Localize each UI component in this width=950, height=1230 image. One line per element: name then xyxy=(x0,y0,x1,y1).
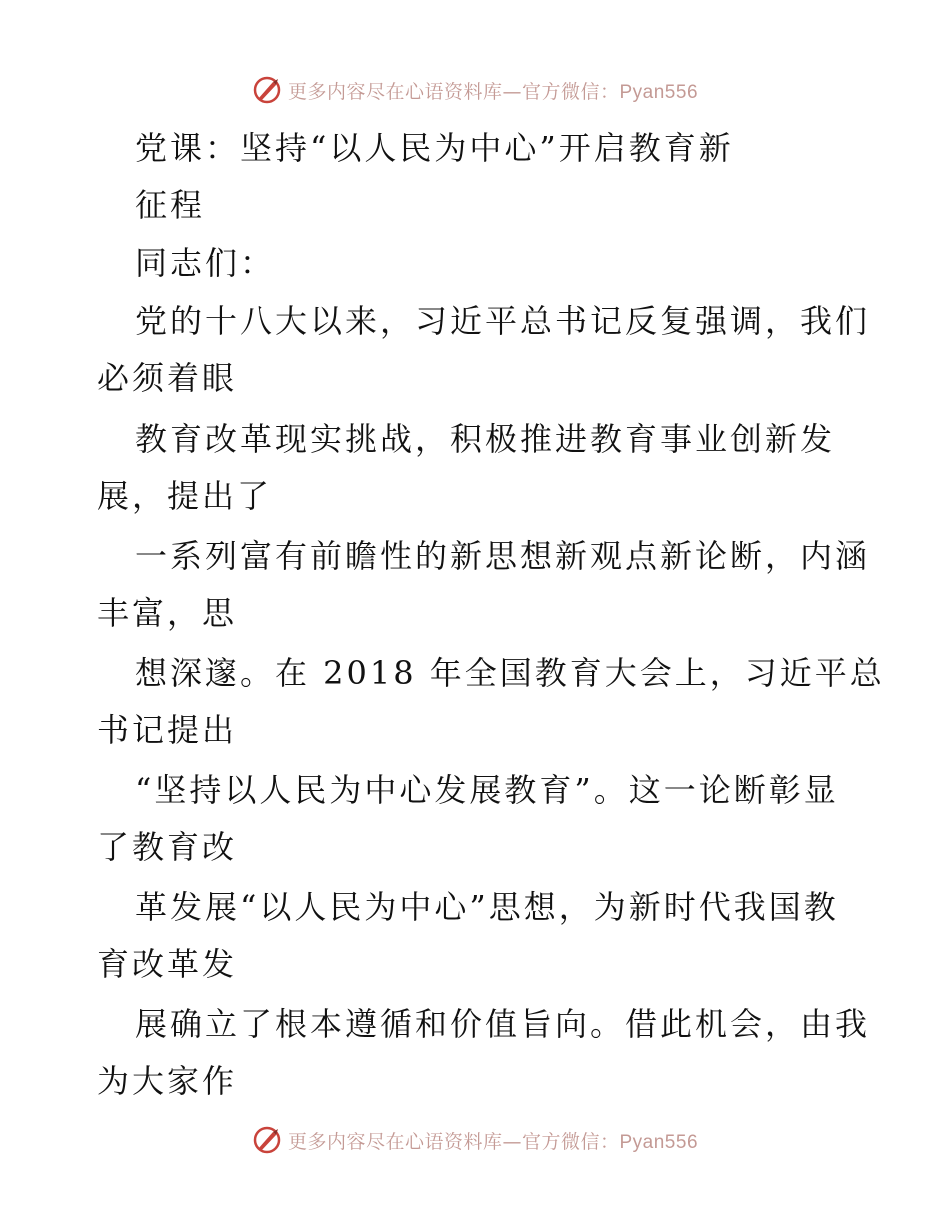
text-line: 展，提出了 xyxy=(97,477,273,515)
text-line: 党的十八大以来，习近平总书记反复强调，我们 xyxy=(135,302,871,340)
text-line: 革发展“以人民为中心”思想，为新时代我国教 xyxy=(135,888,839,926)
text-line: 为大家作 xyxy=(97,1062,238,1100)
document-title-line-2: 征程 xyxy=(135,186,206,224)
watermark-text: 更多内容尽在心语资料库—官方微信：Pyan556 xyxy=(287,80,699,103)
text-line: 丰富，思 xyxy=(97,594,238,632)
text-line: 一系列富有前瞻性的新思想新观点新论断，内涵 xyxy=(135,537,871,575)
document-title-line-1: 党课：坚持“以人民为中心”开启教育新 xyxy=(135,129,734,167)
text-line: 必须着眼 xyxy=(97,359,238,397)
footer-watermark xyxy=(0,1120,950,1160)
quill-logo-icon xyxy=(252,1125,282,1155)
text-line: 了教育改 xyxy=(97,828,238,866)
text-line: 想深邃。在 2018 年全国教育大会上，习近平总 xyxy=(135,654,885,692)
watermark-text: 更多内容尽在心语资料库—官方微信：Pyan556 xyxy=(287,1130,699,1153)
text-line: 书记提出 xyxy=(97,711,238,749)
text-line: 教育改革现实挑战，积极推进教育事业创新发 xyxy=(135,420,836,458)
text-line: 育改革发 xyxy=(97,945,238,983)
text-line: 展确立了根本遵循和价值旨向。借此机会，由我 xyxy=(135,1005,871,1043)
salutation: 同志们： xyxy=(135,244,276,282)
text-line: “坚持以人民为中心发展教育”。这一论断彰显 xyxy=(135,771,839,809)
